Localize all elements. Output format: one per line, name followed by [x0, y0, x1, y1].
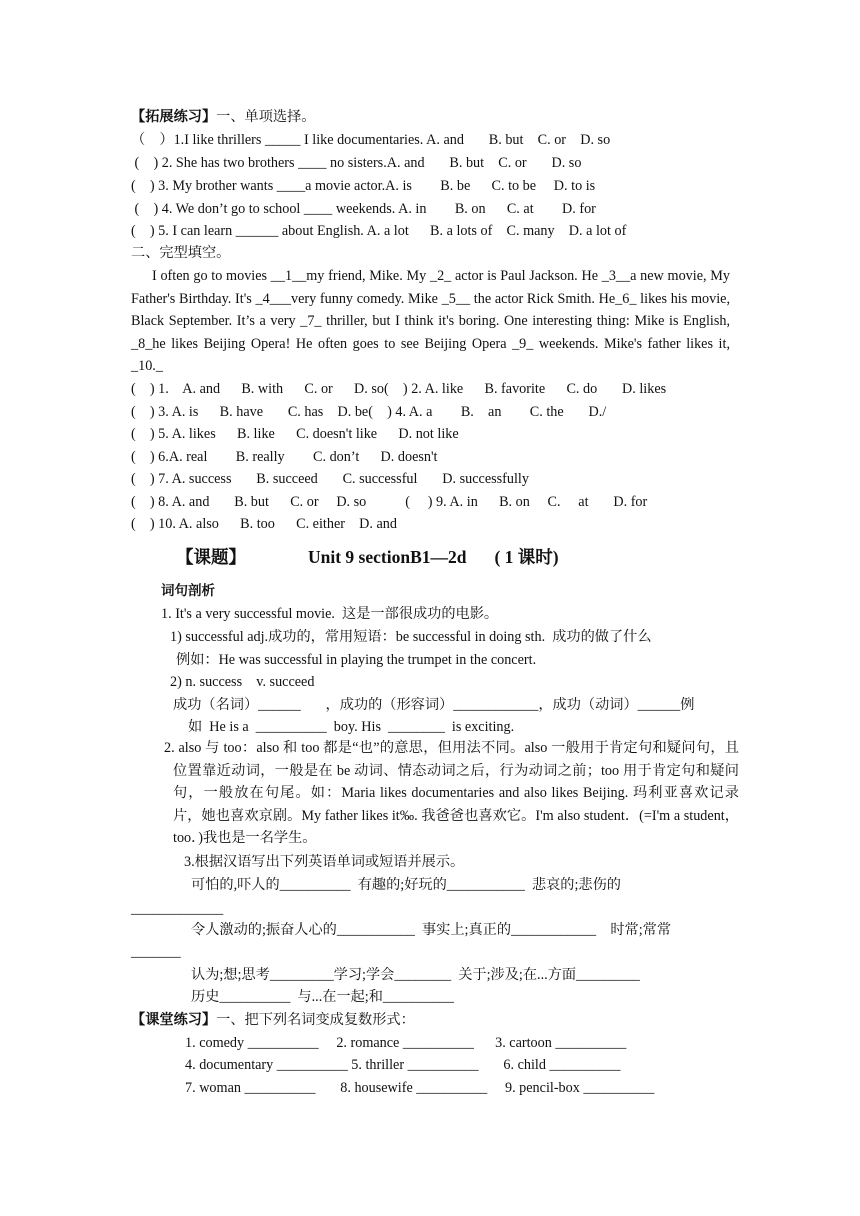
analysis-heading: 词句剖析 [161, 583, 215, 599]
vocab-instruction: 3.根据汉语写出下列英语单词或短语并展示。 [184, 854, 465, 870]
cloze-option-row-7: ( ) 10. A. also B. too C. either D. and [131, 516, 397, 532]
cloze-option-row-2: ( ) 3. A. is B. have C. has D. be( ) 4. A. a B. an C. the D./ [131, 404, 607, 420]
mc-question-5: ( ) 5. I can learn ______ about English. A. a lot B. a lots of C. many D. a lot of [131, 223, 627, 239]
cloze-option-row-6: ( ) 8. A. and B. but C. or D. so ( ) 9. A. in B. on C. at D. for [131, 494, 648, 510]
analysis-line-2: 1) successful adj.成功的，常用短语：be successful in doing sth. 成功的做了什么 [170, 629, 652, 645]
practice-heading [131, 1011, 415, 1029]
extension-heading-text: 一、单项选择。 [216, 109, 316, 125]
vocab-line-1-cont: _____________ [131, 901, 224, 917]
topic-label: 【课题】 [176, 547, 246, 567]
vocab-line-2: 令人激动的;振奋人心的___________ 事实上;真正的____________ 时常;常常 [191, 922, 672, 938]
cloze-option-row-3: ( ) 5. A. likes B. like C. doesn't like D. not like [131, 426, 459, 442]
cloze-heading: 二、完型填空。 [131, 245, 231, 261]
cloze-option-row-1: ( ) 1. A. and B. with C. or D. so( ) 2. A. like B. favorite C. do D. likes [131, 381, 667, 397]
mc-question-2: ( ) 2. She has two brothers ____ no sisters.A. and B. but C. or D. so [131, 155, 582, 171]
analysis-line-4: 2) n. success v. succeed [170, 674, 315, 690]
mc-question-1: （ ）1.I like thrillers _____ I like documentaries. A. and B. but C. or D. so [131, 132, 611, 148]
extension-heading [131, 108, 315, 126]
plural-row-3: 7. woman __________ 8. housewife __________ 9. pencil-box __________ [185, 1080, 655, 1096]
cloze-passage: I often go to movies __1__my friend, Mike. My _2_ actor is Paul Jackson. He _3__a new movie, My Father's Birthday. It's _4___very funny comedy. Mike _5__ the actor Rick Smith. He_6_ likes his movie, Black September. It’s a very _7_ thriller, but I think it's boring. One interesting thing: Mike is English, _8_he likes Beijing Opera! He often goes to see Beijing Opera _9_ weekends. Mike's father likes it, _10._ [131, 268, 730, 374]
analysis-line-5: 成功（名词）______ ，成功的（形容词）____________，成功（动词）______例 [173, 697, 695, 713]
plural-row-2: 4. documentary __________ 5. thriller __________ 6. child __________ [185, 1057, 621, 1073]
extension-heading-bracket: 【拓展练习】 [131, 109, 217, 125]
vocab-line-2-cont: _______ [131, 944, 181, 960]
practice-heading-text: 一、把下列名词变成复数形式： [216, 1012, 415, 1028]
analysis-line-3: 例如：He was successful in playing the trumpet in the concert. [176, 652, 537, 668]
plural-row-1: 1. comedy __________ 2. romance __________ 3. cartoon __________ [185, 1035, 627, 1051]
analysis-line-1: 1. It's a very successful movie. 这是一部很成功的电影。 [161, 606, 499, 622]
mc-question-4: ( ) 4. We don’t go to school ____ weekends. A. in B. on C. at D. for [131, 201, 596, 217]
vocab-line-3: 认为;想;思考_________学习;学会________ 关于;涉及;在...方面_________ [191, 967, 640, 983]
analysis-line-6: 如 He is a __________ boy. His ________ is exciting. [188, 719, 515, 735]
cloze-option-row-4: ( ) 6.A. real B. really C. don’t D. doesn't [131, 449, 438, 465]
vocab-line-1: 可怕的,吓人的__________ 有趣的;好玩的___________ 悲哀的;悲伤的 [191, 877, 621, 893]
practice-heading-bracket: 【课堂练习】 [131, 1012, 217, 1028]
lesson-title [176, 544, 559, 569]
cloze-option-row-5: ( ) 7. A. success B. succeed C. successful D. successfully [131, 471, 529, 487]
period-label: ( 1 课时) [494, 547, 559, 567]
vocab-line-4: 历史__________ 与...在一起;和__________ [191, 989, 454, 1005]
mc-question-3: ( ) 3. My brother wants ____a movie actor.A. is B. be C. to be D. to is [131, 178, 596, 194]
also-too-explanation: 2. also 与 too：also 和 too 都是“也”的意思，但用法不同。also 一般用于肯定句和疑问句，且位置靠近动词，一般是在 be 动词、情态动词之后，行为动词之前；too 用于肯定句和疑问句，一般放在句尾。如：Maria likes documentaries and also likes Beijing. 玛利亚喜欢记录片，她也喜欢京剧。My father likes it‰. 我爸爸也喜欢它。I'm also student．(=I'm a student，too．)我也是一名学生。 [164, 740, 739, 846]
unit-title: Unit 9 sectionB1—2d [308, 547, 467, 567]
